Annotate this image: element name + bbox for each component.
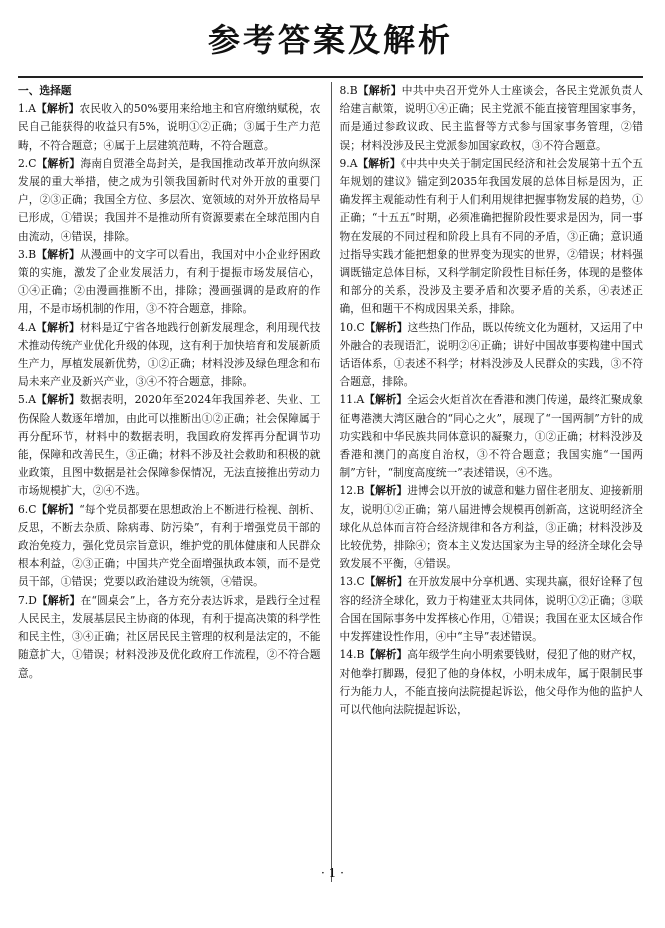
analysis-tag: 【解析】 [357,156,401,170]
answer-item [18,246,321,319]
analysis-tag: 【解析】 [36,593,81,607]
page-title: 参考答案及解析 [207,21,453,59]
answer-number: 7.D [18,593,37,607]
page-number: · 1 · [321,866,344,880]
answer-item [340,319,644,392]
analysis-text: 海南自贸港全岛封关，是我国推动改革开放向纵深发展的重大举措，使之成为引领我国新时代对外开放的重要门户，②③正确；我国全方位、多层次、宽领域的对外开放格局早已形成，①错误；我国并不是推动所有资源要素在全球范围内自由流动，④错误，排除。 [18,156,321,243]
analysis-tag: 【解析】 [364,393,408,407]
answer-item [18,391,321,500]
answer-item [18,501,321,592]
analysis-tag: 【解析】 [35,393,80,407]
answer-item [340,391,644,482]
answer-number: 1.A [18,102,36,116]
answer-number: 9.A [339,156,358,170]
answer-item [340,82,644,155]
answer-number: 5.A [18,393,36,407]
section-heading: 一、选择题 [18,84,72,97]
analysis-text: 这些热门作品，既以传统文化为题材，又运用了中外融合的表现语汇，说明②④正确；讲好中国故事要构建中国式话语体系，①表述不科学；材料没涉及人民群众的实践，③不符合题意，排除。 [339,320,643,389]
answer-number: 13.C [339,575,365,589]
answer-item [18,100,321,155]
answer-number: 10.C [339,320,365,334]
title-divider [18,76,643,78]
analysis-text: 全运会火炬首次在香港和澳门传递，最终汇聚成象征粤港澳大湾区融合的“同心之火”，展现了“一国两制”方针的成功实践和中华民族共同体意识的凝聚力，①②正确；材料没涉及香港和澳门的高度自治权，③不符合题意；我国实施“一国两制”方针，“制度高度统一”表述错误，④不选。 [339,393,643,480]
analysis-tag: 【解析】 [364,648,408,662]
answer-item [18,319,321,392]
left-answer-list [18,100,321,683]
analysis-text: 高年级学生向小明索要钱财，侵犯了他的财产权，对他拳打脚踢，侵犯了他的身体权，小明未成年，属于限制民事行为能力人，不能直接向法院提起诉讼，他父母作为他的监护人可以代他向法院提起诉讼， [339,648,643,716]
analysis-tag: 【解析】 [36,156,81,170]
analysis-text: 数据表明，2020年至2024年我国养老、失业、工伤保险人数逐年增加，由此可以推断出①②正确；社会保障属于再分配环节，材料中的数据表明，我国政府发挥再分配调节功能，保障和改善民生，③正确；材料不涉及社会救助和积极的就业政策，且图中数据是社会保障参保情况，无法直接推出劳动力市场规模扩大，②④不选。 [18,393,321,498]
answer-number: 4.A [18,320,36,334]
analysis-tag: 【解析】 [35,320,80,334]
answer-number: 3.B [18,247,37,261]
answer-number: 6.C [18,502,37,516]
left-column [18,82,331,882]
analysis-text: 《中共中央关于制定国民经济和社会发展第十五个五年规划的建议》锚定到2035年我国发展的总体目标是因为，正确发挥主观能动性有利于人们利用规律把握事物发展的趋势，①正确；“十五五”时期，必须准确把握阶段性要求是因为，同一事物在发展的不同过程和阶段上具有不同的矛盾，③正确；意识通过指导实践才能把想象的世界变为现实的世界，②错误；材料强调既锚定总体目标，又科学制定阶段性目标任务，体现的是整体和部分的关系，没涉及主要矛盾和次要矛盾的关系，④表述正确，但和题干不构成因果关系，排除。 [339,156,643,316]
answer-item [18,155,321,246]
answer-number: 12.B [339,484,365,498]
analysis-text: 中共中央召开党外人士座谈会，各民主党派负责人给建言献策，说明①④正确；民主党派不能直接管理国家事务，而是通过参政议政、民主监督等方式参与国家事务管理，②错误；材料没涉及民主党派参加国家政权，③不符合题意。 [339,84,643,152]
answer-item [340,482,644,573]
analysis-text: 从漫画中的文字可以看出，我国对中小企业纾困政策的实施，激发了企业发展活力，有利于提振市场发展信心，①④正确；②由漫画推断不出，排除；漫画强调的是政府的作用，不是市场机制的作用，③不符合题意，排除。 [18,247,321,316]
analysis-tag: 【解析】 [36,502,80,516]
answer-number: 2.C [18,156,37,170]
analysis-tag: 【解析】 [364,320,408,334]
analysis-text: 在开放发展中分享机遇、实现共赢，很好诠释了包容的经济全球化，致力于构建亚太共同体，说明①②正确；③联合国在国际事务中发挥核心作用，①错误；我国在亚太区域合作中发挥建设性作用，④中“主导”表述错误。 [339,575,643,644]
answer-item [340,573,644,646]
analysis-tag: 【解析】 [364,484,408,498]
answer-number: 11.A [339,393,365,407]
analysis-text: 进博会以开放的诚意和魅力留住老朋友、迎接新朋友，说明①②正确；第八届进博会规模再创新高，这说明经济全球化从总体而言符合经济规律和各方利益，③正确；材料没涉及比较优势，排除④；资本主义发达国家为主导的经济全球化会导致发展不平衡，④错误。 [339,484,643,571]
analysis-text: 在“圆桌会”上，各方充分表达诉求，是践行全过程人民民主，发展基层民主协商的体现，有利于提高决策的科学性和民主性，③④正确；社区居民民主管理的权利是法定的，不能随意扩大，①错误；材料没涉及优化政府工作流程，②不符合题意。 [18,593,321,680]
analysis-text: 农民收入的50%要用来给地主和官府缴纳赋税，农民自己能获得的收益只有5%，说明①②正确；③属于生产力范畴，不符合题意；④属于上层建筑范畴，不符合题意。 [18,102,321,152]
analysis-text: “每个党员都要在思想政治上不断进行检视、剖析、反思，不断去杂质、除病毒、防污染”，有利于增强党员干部的政治免疫力，强化党员宗旨意识，维护党的肌体健康和人民群众根本利益，②③正确；中国共产党全面增强执政本领，而不是党员干部，①错误；党要以政治建设为统领，④错误。 [18,502,321,589]
content-columns [18,82,643,882]
analysis-tag: 【解析】 [364,575,408,589]
analysis-tag: 【解析】 [36,247,81,261]
answer-item [18,592,321,683]
answer-number: 8.B [339,84,358,97]
answer-item [340,646,644,719]
answer-number: 14.B [339,648,365,662]
analysis-tag: 【解析】 [357,84,402,97]
analysis-text: 材料是辽宁省各地践行创新发展理念，利用现代技术推动传统产业优化升级的体现，这有利于加快培育和发展新质生产力，厚植发展新优势，①②正确；材料没涉及绿色理念和布局未来产业及新兴产业，③④不符合题意，排除。 [18,320,321,389]
answer-item [340,155,644,319]
right-column [331,82,644,882]
analysis-tag: 【解析】 [35,102,80,116]
right-answer-list [340,82,644,719]
